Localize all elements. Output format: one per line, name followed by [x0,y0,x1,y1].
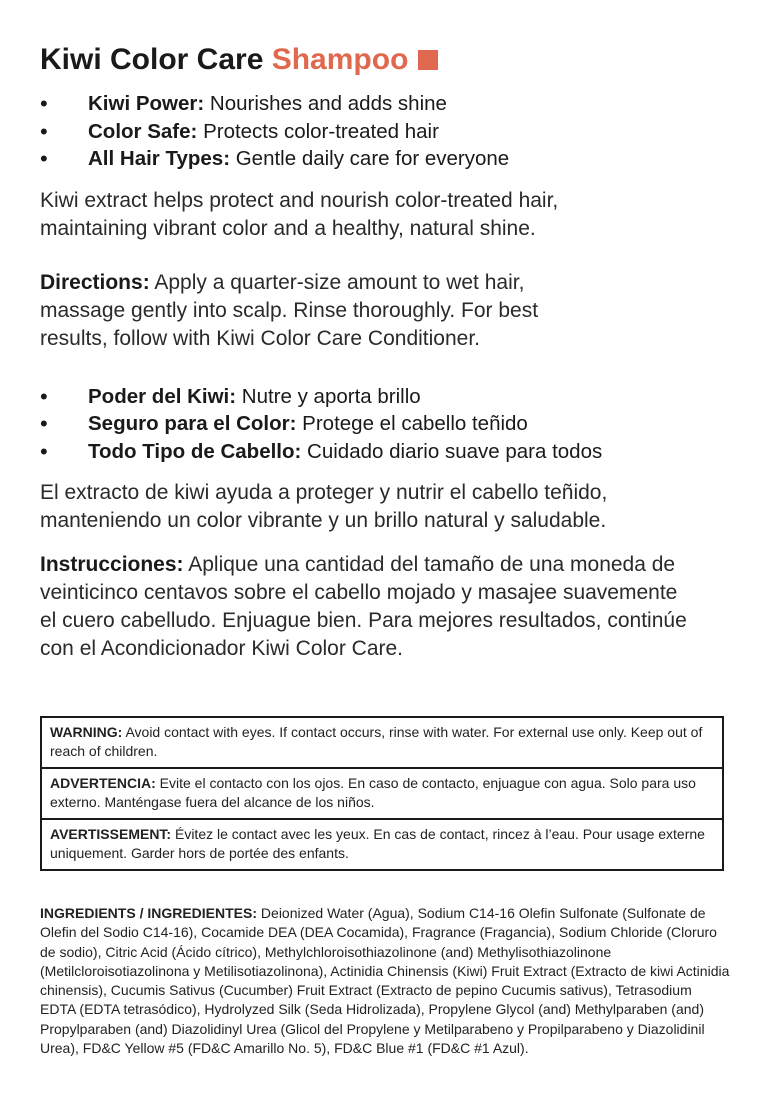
benefit-item [40,410,730,438]
benefit-label: Seguro para el Color: [88,412,297,435]
benefit-item [40,118,730,146]
directions-text: Apply a quarter-size amount to wet hair, massage gently into scalp. Rinse thoroughly. For best results, follow with Kiwi Color Care Conditioner. [40,270,539,350]
directions-label: Instrucciones: [40,553,184,576]
benefit-label: Kiwi Power: [88,92,205,115]
directions-text: Aplique una cantidad del tamaño de una moneda de veinticinco centavos sobre el cabello mojado y masajee suavemente el cuero cabelludo. Enjuague bien. Para mejores resultados, continúe con el Acondicionador Kiwi Color Care. [40,553,687,660]
warning-box [40,716,724,871]
warning-text: Evite el contacto con los ojos. En caso de contacto, enjuague con agua. Solo para uso externo. Manténgase fuera del alcance de los niños. [50,775,696,810]
benefit-item [40,383,730,411]
warning-label: ADVERTENCIA: [50,775,156,791]
benefit-text: Nourishes and adds shine [209,92,447,115]
benefit-text: Protects color-treated hair [203,119,439,143]
benefit-text: Protege el cabello teñido [302,412,528,435]
ingredients-list [40,904,730,1058]
benefit-item [40,90,730,118]
warning-spanish [42,767,722,818]
product-title [40,40,730,80]
spanish-description: El extracto de kiwi ayuda a proteger y nutrir el cabello teñido, manteniendo un color vibrante y un brillo natural y saludable. [40,481,608,532]
benefit-text: Gentle daily care for everyone [235,147,510,170]
benefit-label: Todo Tipo de Cabello: [88,439,302,463]
benefit-item [40,145,730,173]
english-description: Kiwi extract helps protect and nourish color-treated hair, maintaining vibrant color and a healthy, natural shine. [40,188,559,240]
accent-square-icon [418,50,438,70]
benefit-label: All Hair Types: [88,147,231,170]
warning-label: WARNING: [50,724,123,740]
title-main: Kiwi Color Care [40,43,264,76]
warning-label: AVERTISSEMENT: [50,826,172,842]
spanish-directions [40,551,690,663]
warning-text: Évitez le contact avec les yeux. En cas de contact, rincez à l’eau. Pour usage externe uniquement. Garder hors de portée des enfants. [50,826,705,861]
benefit-label: Color Safe: [88,119,198,143]
english-directions [40,269,610,353]
benefit-text: Nutre y aporta brillo [241,384,421,408]
english-benefits-list [40,90,730,173]
ingredients-text: Deionized Water (Agua), Sodium C14-16 Olefin Sulfonate (Sulfonate de Olefin del Sodio C14-16), Cocamide DEA (DEA Cocamida), Fragrance (Fragancia), Sodium Chloride (Cloruro de sodio), Citric Acid (Ácido cítrico), Methylchloroisothiazolinone (and) Methylisothiazolinone (Metilcloroisotiazolinona y Metilisotiazolinona), Actinidia Chinensis (Kiwi) Fruit Extract (Extracto de kiwi Actinidia chinensis), Cucumis Sativus (Cucumber) Fruit Extract (Extracto de pepino Cucumis sativus), Tetrasodium EDTA (EDTA tetrasódico), Hydrolyzed Silk (Seda Hidrolizada), Propylene Glycol (and) Methylparaben (and) Propylparaben (and) Diazolidinyl Urea (Glicol del Propylene y Metilparabeno y Propilparabeno y Diazolidinil Urea), FD&C Yellow #5 (FD&C Amarillo No. 5), FD&C Blue #1 (FD&C #1 Azul). [40,905,730,1057]
title-accent: Shampoo [271,43,409,76]
warning-french [42,818,722,869]
benefit-label: Poder del Kiwi: [88,384,237,408]
benefit-text: Cuidado diario suave para todos [307,439,603,463]
warning-text: Avoid contact with eyes. If contact occurs, rinse with water. For external use only. Keep out of reach of children. [50,724,703,759]
label-content [40,40,730,663]
directions-label: Directions: [40,270,150,294]
spanish-benefits-list [40,383,730,466]
ingredients-label: INGREDIENTS / INGREDIENTES: [40,905,258,921]
benefit-item [40,438,730,466]
warning-english [42,718,722,767]
